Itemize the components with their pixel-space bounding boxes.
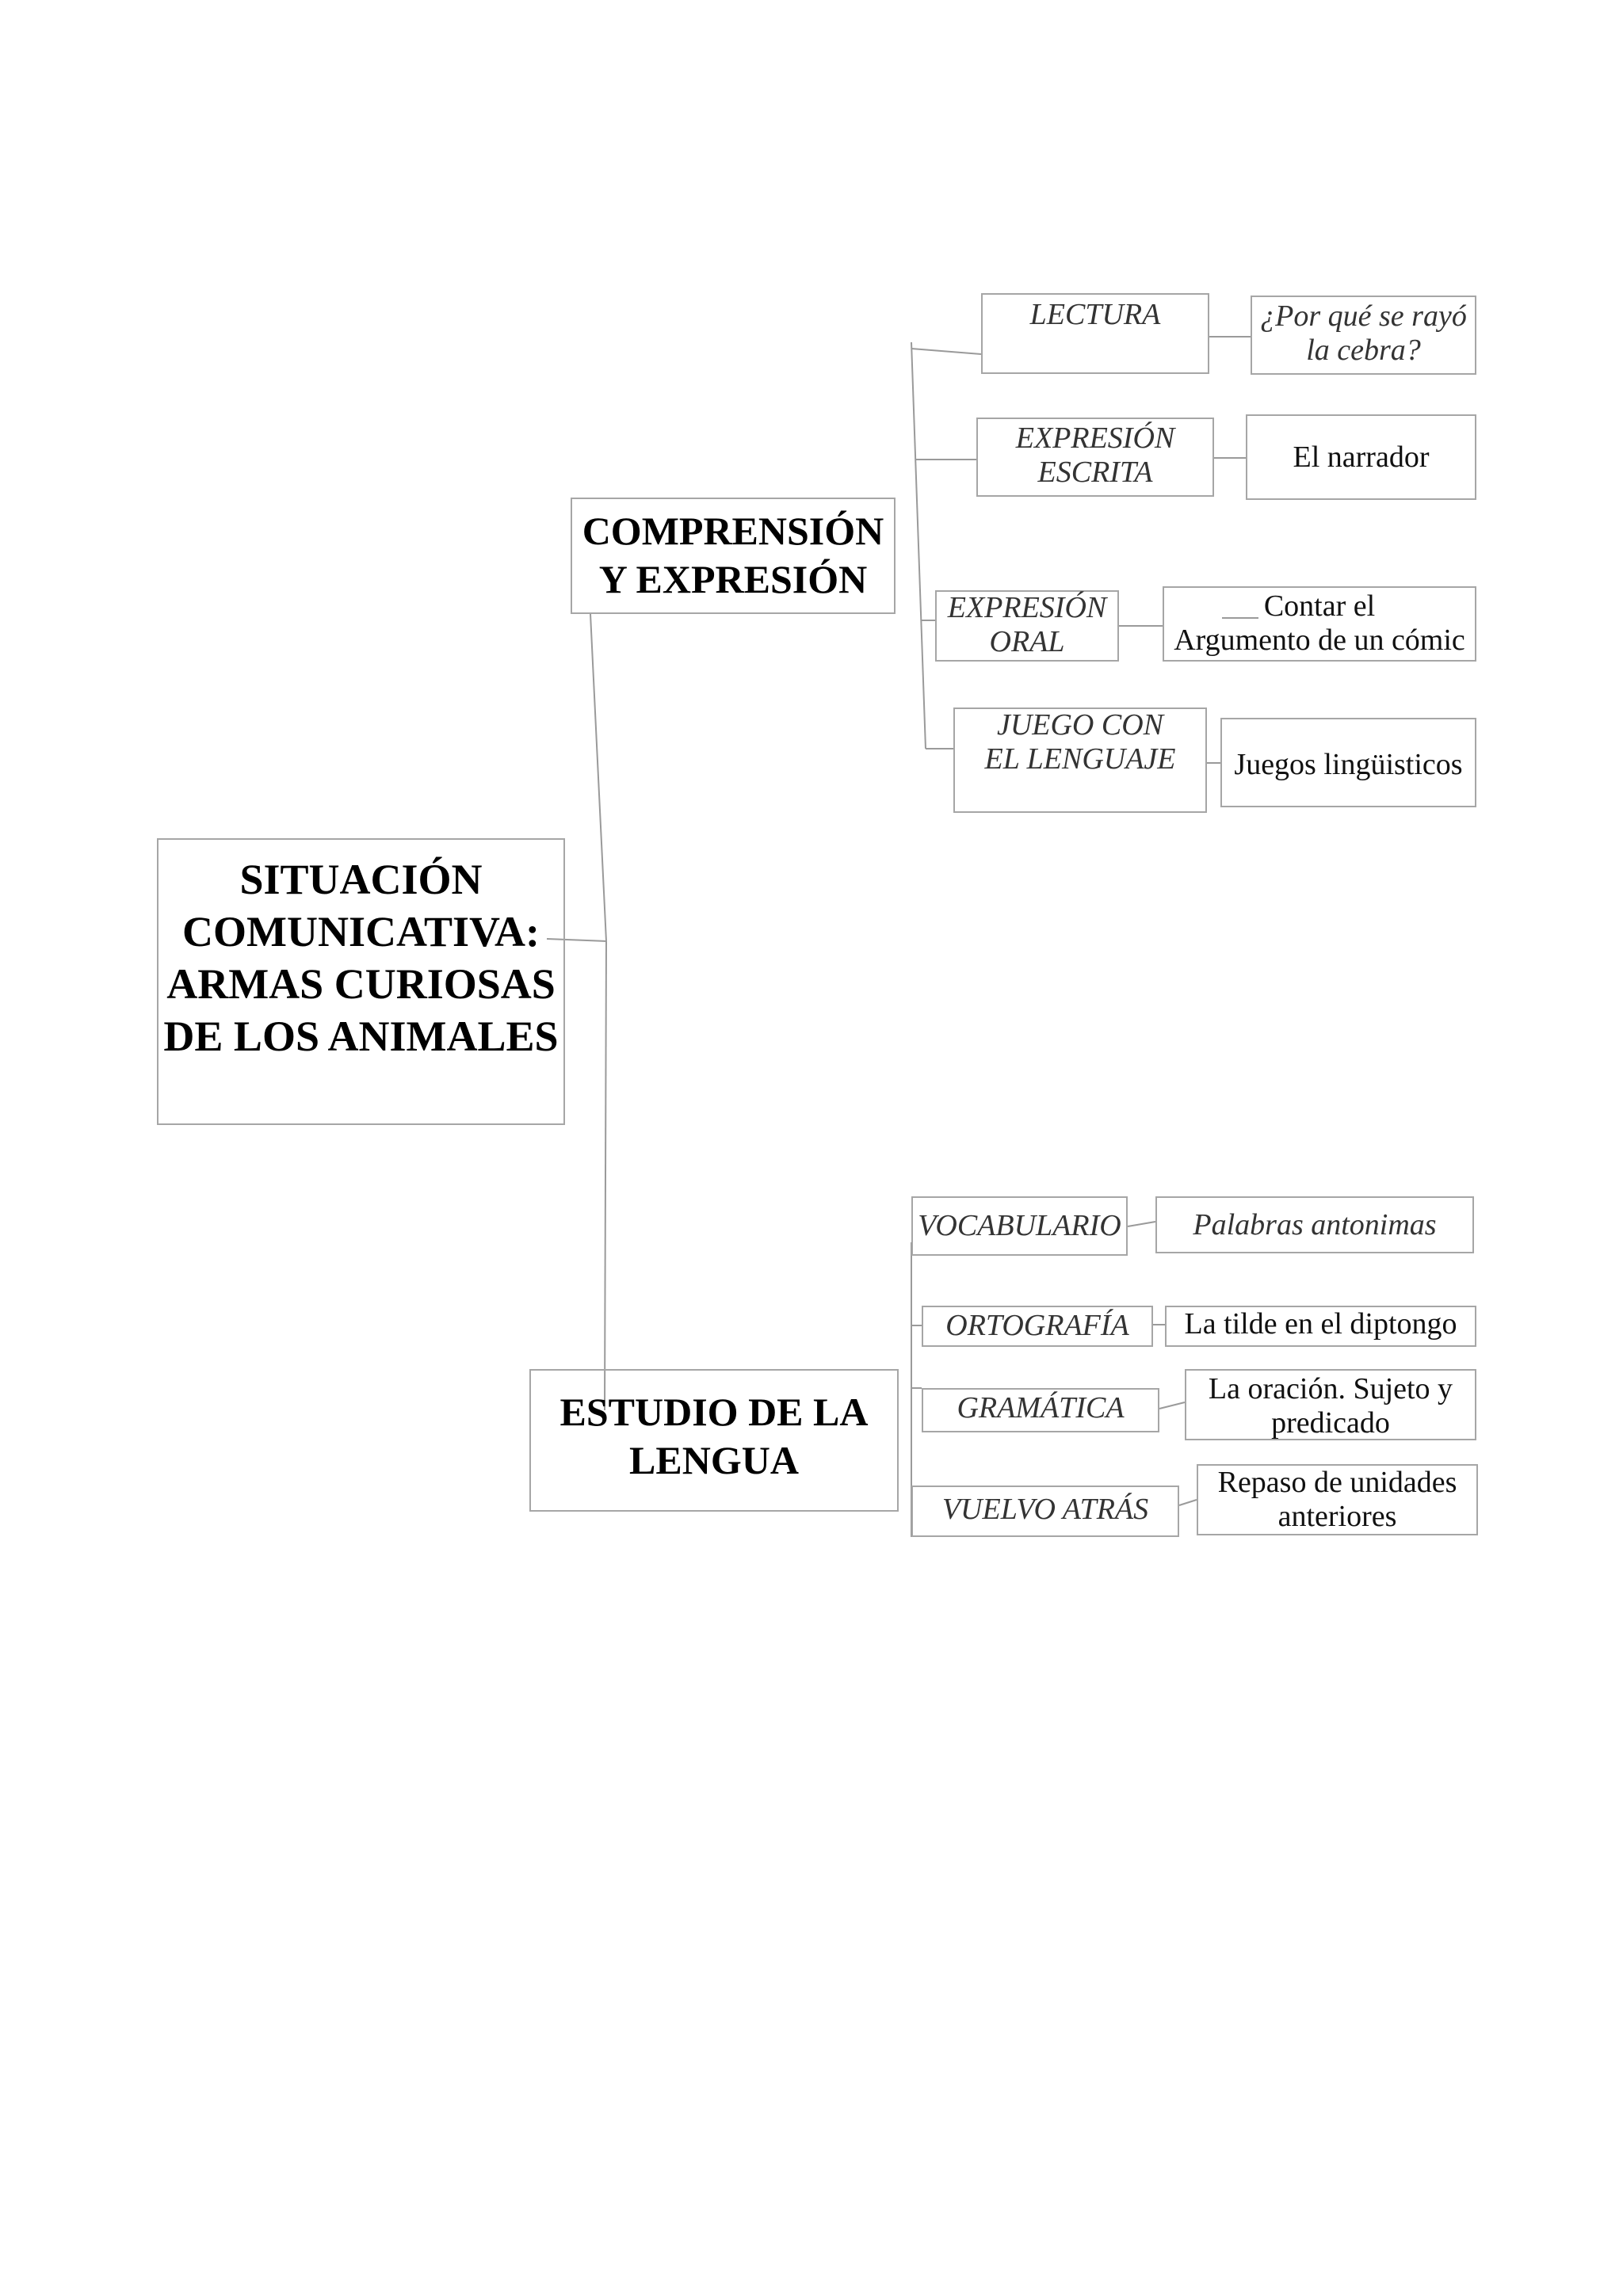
detail-vocabulario-label: Palabras antonimas	[1193, 1208, 1437, 1241]
detail-ortografia-label: La tilde en el diptongo	[1184, 1307, 1457, 1341]
detail-vuelvo-atras-label: Repaso de unidades anteriores	[1217, 1466, 1457, 1534]
category-juego-label: JUEGO CON EL LENGUAJE	[984, 708, 1176, 776]
detail-expresion-oral-label: Contar el Argumento de un cómic	[1174, 589, 1465, 658]
detail-lectura-label: ¿Por qué se rayó la cebra?	[1260, 299, 1467, 368]
branch-estudio-label: ESTUDIO DE LA LENGUA	[559, 1390, 869, 1482]
detail-expresion-escrita-label: El narrador	[1293, 441, 1430, 474]
root-label: SITUACIÓN COMUNICATIVA: ARMAS CURIOSAS DE LOS ANIMALES	[163, 856, 559, 1060]
detail-juego-label: Juegos lingüisticos	[1234, 748, 1463, 781]
spine-link-lectura	[911, 349, 981, 354]
trunk-upper	[590, 614, 606, 941]
category-vocabulario-label: VOCABULARIO	[918, 1209, 1121, 1242]
detail-gramatica-label: La oración. Sujeto y predicado	[1208, 1372, 1453, 1440]
category-expresion-oral-label: EXPRESIÓN ORAL	[947, 591, 1107, 659]
comprension-spine	[911, 342, 926, 749]
trunk-lower	[605, 941, 606, 1410]
category-gramatica-label: GRAMÁTICA	[957, 1391, 1125, 1425]
category-expresion-escrita-label: EXPRESIÓN ESCRITA	[1015, 421, 1175, 490]
branch-comprension-label: COMPRENSIÓN Y EXPRESIÓN	[582, 509, 884, 601]
category-lectura-label: LECTURA	[1029, 298, 1161, 331]
category-vuelvo-atras-label: VUELVO ATRÁS	[941, 1493, 1149, 1526]
link-gramatica-detail	[1159, 1402, 1185, 1409]
category-ortografia-label: ORTOGRAFÍA	[945, 1309, 1129, 1342]
